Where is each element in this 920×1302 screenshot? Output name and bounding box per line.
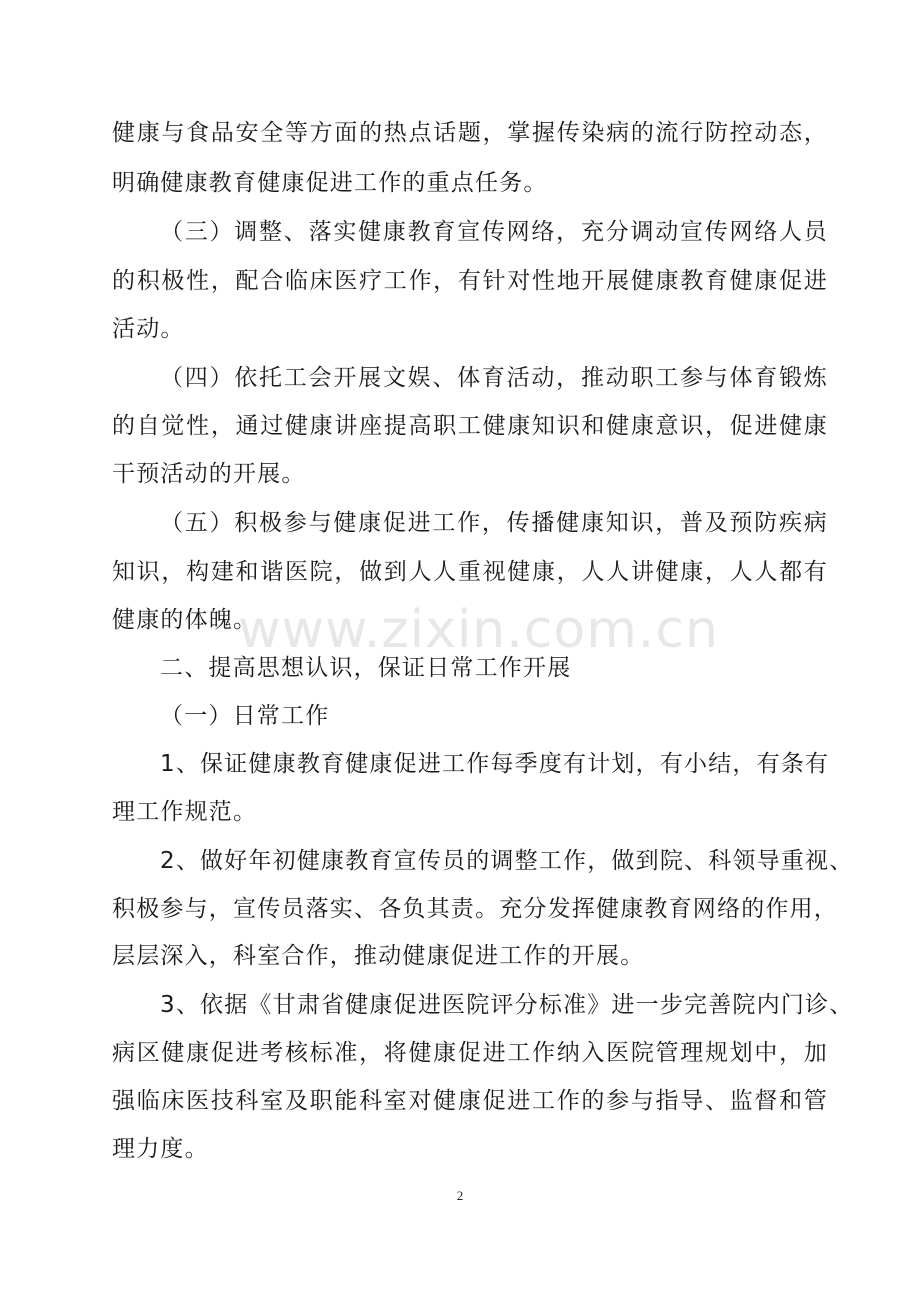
paragraph-start-line: 3、依据《甘肃省健康促进医院评分标准》进一步完善院内门诊、	[160, 992, 854, 1018]
text-line: 干预活动的开展。	[112, 461, 306, 487]
paragraph-start-line: 1、保证健康教育健康促进工作每季度有计划，有小结，有条有	[160, 751, 830, 777]
subsection-heading: （一）日常工作	[160, 703, 330, 729]
watermark: www.zixin.com.cn	[238, 600, 719, 660]
text-line: 明确健康教育健康促进工作的重点任务。	[112, 170, 548, 196]
text-line: 的自觉性，通过健康讲座提高职工健康知识和健康意识，促进健康	[112, 413, 828, 439]
paragraph-start-line: （三）调整、落实健康教育宣传网络，充分调动宣传网络人员	[160, 219, 828, 245]
text-line: 理工作规范。	[112, 799, 258, 825]
text-line: 健康的体魄。	[112, 607, 258, 633]
text-line: 层层深入，科室合作，推动健康促进工作的开展。	[112, 943, 645, 969]
section-heading: 二、提高思想认识，保证日常工作开展	[160, 655, 572, 681]
text-line: 知识，构建和谐医院，做到人人重视健康，人人讲健康，人人都有	[112, 559, 828, 585]
page-number: 2	[456, 1188, 464, 1203]
paragraph-start-line: 2、做好年初健康教育宣传员的调整工作，做到院、科领导重视、	[160, 848, 854, 874]
paragraph-start-line: （五）积极参与健康促进工作，传播健康知识，普及预防疾病	[160, 510, 828, 536]
text-line: 活动。	[112, 316, 185, 342]
text-line: 健康与食品安全等方面的热点话题，掌握传染病的流行防控动态，	[112, 120, 828, 146]
text-line: 理力度。	[112, 1136, 209, 1162]
text-line: 的积极性，配合临床医疗工作，有针对性地开展健康教育健康促进	[112, 268, 828, 294]
text-line: 病区健康促进考核标准，将健康促进工作纳入医院管理规划中，加	[112, 1040, 828, 1066]
text-line: 积极参与，宣传员落实、各负其责。充分发挥健康教育网络的作用，	[112, 896, 838, 922]
text-line: 强临床医技科室及职能科室对健康促进工作的参与指导、监督和管	[112, 1088, 828, 1114]
paragraph-start-line: （四）依托工会开展文娱、体育活动，推动职工参与体育锻炼	[160, 365, 828, 391]
